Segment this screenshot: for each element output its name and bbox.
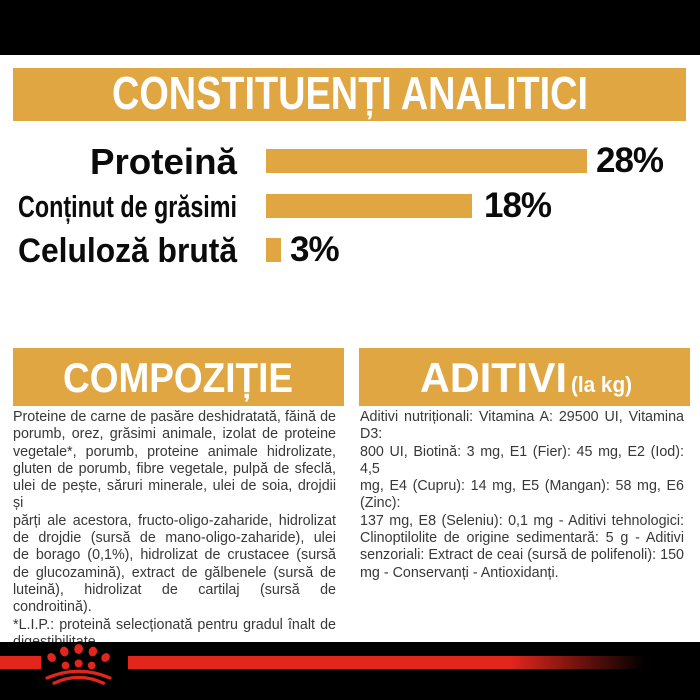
composition-text xyxy=(13,409,336,651)
text-line: porumb, orez, grăsimi animale, izolat de proteine xyxy=(13,426,336,443)
chart-row-fibre xyxy=(0,230,700,270)
text-line: mg - Conservanți - Antioxidanți. xyxy=(360,564,559,581)
text-line: Proteine de carne de pasăre deshidratată, făină de xyxy=(13,409,336,425)
row-label-svg xyxy=(0,225,244,277)
analytical-constituents-chart xyxy=(0,0,700,280)
text-line: *L.I.P.: proteină selecționată pentru gradul înalt de xyxy=(13,616,336,633)
bar-protein xyxy=(266,149,587,173)
text-line: vegetale*, porumb, proteine animale hidrolizate, xyxy=(13,443,336,460)
bar-label-protein: Proteină xyxy=(90,141,238,182)
additives-header-unit: (la kg) xyxy=(571,372,632,397)
additives-text xyxy=(360,409,684,582)
red-stripe-left xyxy=(0,656,41,669)
additives-header: ADITIVI xyxy=(420,354,567,401)
text-line: mg, E4 (Cupru): 14 mg, E5 (Mangan): 58 mg, E6 (Zinc): xyxy=(360,478,684,512)
text-line: Aditivi nutriționali: Vitamina A: 29500 UI, Vitamina D3: xyxy=(360,409,684,443)
bar-label-fibre: Celuloză brută xyxy=(18,232,239,270)
text-line: de borago (0,1%), hidrolizat de crustacee (sursă xyxy=(13,547,336,564)
text-line: ulei de pește, săruri minerale, ulei de soia, drojdii și xyxy=(13,478,336,512)
bottom-black-bar xyxy=(0,642,700,700)
bar-value-fat: 18% xyxy=(484,186,552,225)
chart-row-fat xyxy=(0,186,700,225)
text-line: gluten de porumb, fibre vegetale, pulpă de sfeclă, xyxy=(13,460,336,477)
text-line: părți ale acestora, fructo-oligo-zaharide, hidrolizat xyxy=(13,512,336,529)
chart-row-protein xyxy=(0,141,700,182)
royal-canin-crown-icon xyxy=(44,644,116,684)
bar-label-fat: Conținut de grăsimi xyxy=(18,189,237,224)
additives-header-banner xyxy=(359,348,690,406)
text-line: de glucozamină), extract de gălbenele (sursă de xyxy=(13,564,336,581)
red-stripe-right xyxy=(128,656,645,669)
text-line: 800 UI, Biotină: 3 mg, E1 (Fier): 45 mg, E2 (Iod): 4,5 xyxy=(360,443,684,477)
bar-value-fibre: 3% xyxy=(290,230,339,269)
text-line: Clinoptilolite de origine sedimentară: 5 g - Aditivi xyxy=(360,530,684,547)
additives-header-svg xyxy=(359,348,690,406)
composition-header: COMPOZIȚIE xyxy=(63,354,325,401)
text-line: 137 mg, E8 (Seleniu): 0,1 mg - Aditivi tehnologici: xyxy=(360,512,684,529)
text-line: de drojdie (sursă de mano-oligo-zaharide), ulei xyxy=(13,530,336,547)
bar-fat xyxy=(266,194,472,218)
page-title: CONSTITUENȚI ANALITICI xyxy=(112,67,691,119)
bar-value-protein: 28% xyxy=(596,141,664,180)
composition-header-svg xyxy=(13,348,344,406)
composition-header-banner xyxy=(13,348,344,406)
bar-fibre xyxy=(266,238,281,262)
text-line: luteină), hidrolizat de cartilaj (sursă de condroitină). xyxy=(13,581,336,616)
text-line: senzoriali: Extract de ceai (sursă de polifenoli): 150 xyxy=(360,547,684,564)
